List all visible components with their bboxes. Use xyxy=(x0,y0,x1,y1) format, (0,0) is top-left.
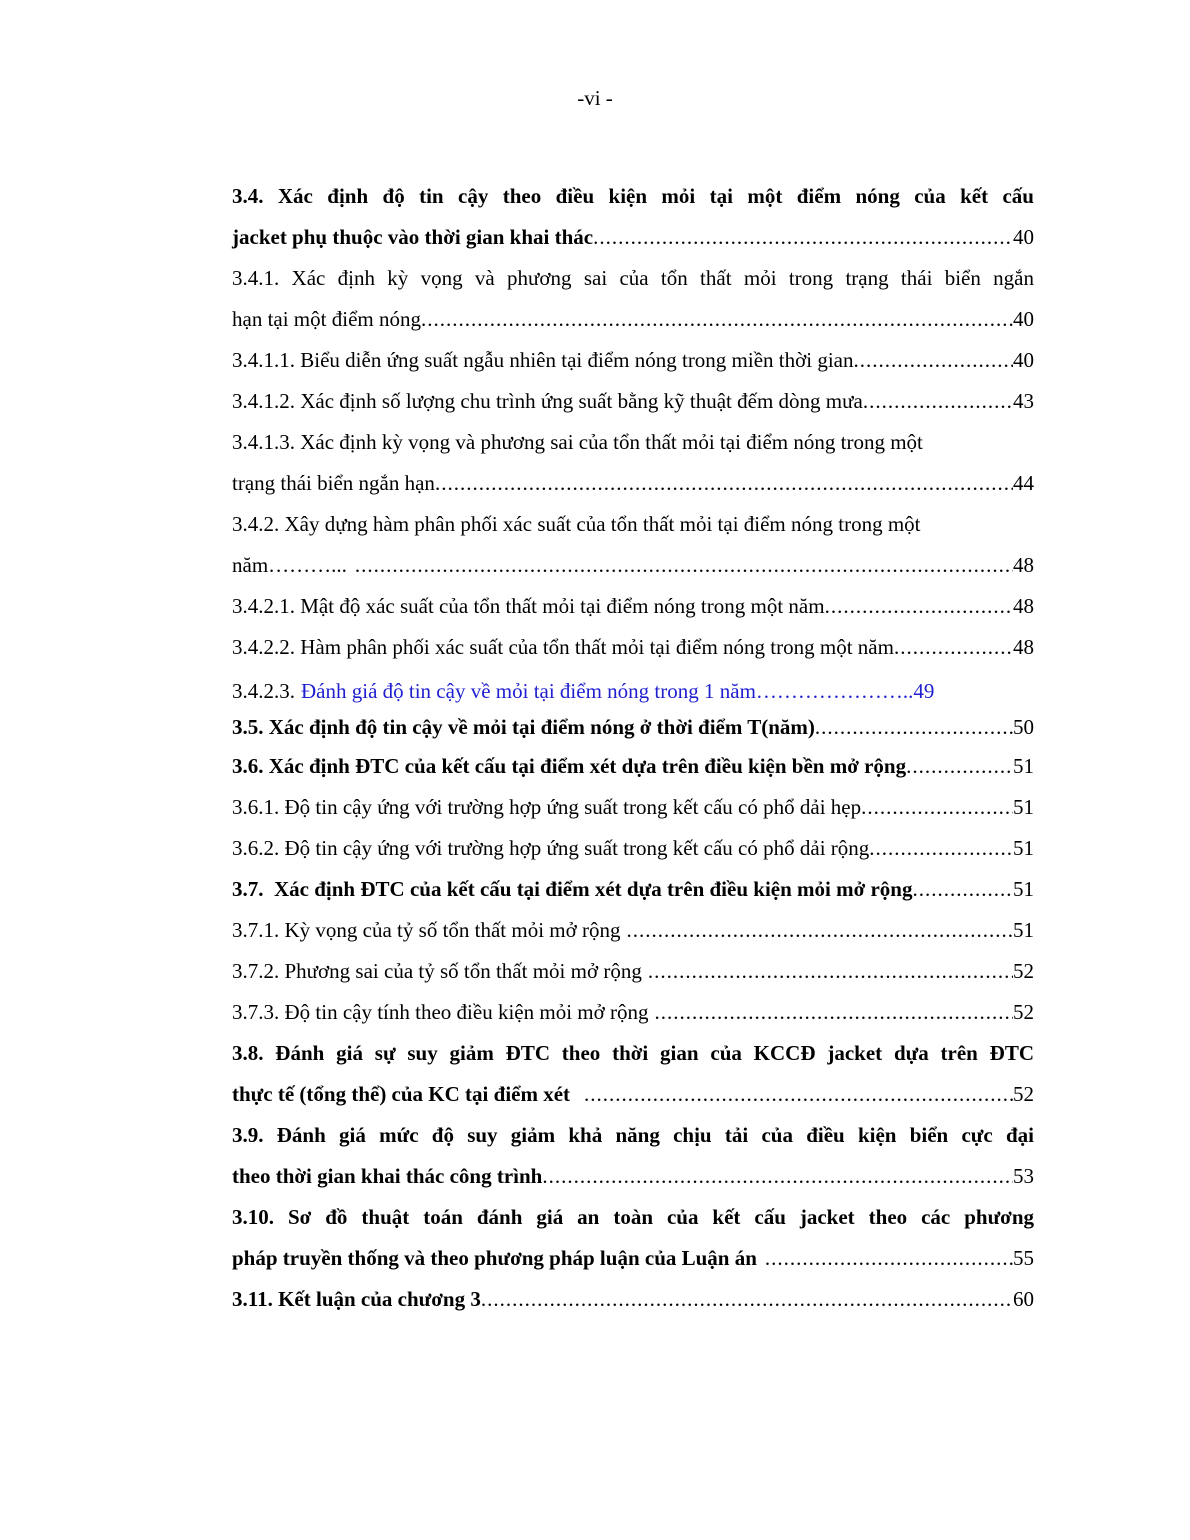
toc-page-number: 48 xyxy=(1013,594,1034,618)
toc-entry-3-8[interactable] xyxy=(232,1033,1034,1115)
toc-entry-text: 3.11. Kết luận của chương 3 xyxy=(232,1287,481,1311)
toc-entry-3-4-1-line2: hạn tại một điểm nóng xyxy=(232,307,421,331)
toc-entry-3-6-2[interactable] xyxy=(232,828,1034,869)
leader-dots xyxy=(421,299,1013,340)
leader-dots xyxy=(347,545,1013,586)
leader-dots xyxy=(481,1279,1013,1320)
toc-page-number: 40 xyxy=(1013,225,1034,249)
toc-entry-3-10-line2: pháp truyền thống và theo phương pháp luận của Luận án xyxy=(232,1246,757,1270)
toc-page-number: 55 xyxy=(1013,1246,1034,1270)
toc-entry-text: 3.6. Xác định ĐTC của kết cấu tại điểm xét dựa trên điều kiện bền mở rộng xyxy=(232,754,907,778)
toc-entry-text: 3.7. Xác định ĐTC của kết cấu tại điểm xét dựa trên điều kiện mỏi mở rộng xyxy=(232,877,913,901)
toc-entry-3-4-2-3[interactable] xyxy=(232,674,1034,708)
toc-entry-3-4-1-2[interactable] xyxy=(232,381,1034,422)
toc-page-number: 50 xyxy=(1013,715,1034,739)
toc-entry-3-7-3[interactable] xyxy=(232,992,1034,1033)
toc-page-number: 44 xyxy=(1013,471,1034,495)
toc-entry-3-7-1[interactable] xyxy=(232,910,1034,951)
toc-page-number: 51 xyxy=(1013,795,1034,819)
toc-page-number: 52 xyxy=(1013,1000,1034,1024)
toc-entry-3-4[interactable] xyxy=(232,176,1034,258)
toc-entry-text: 3.4.2.2. Hàm phân phối xác suất của tổn thất mỏi tại điểm nóng trong một năm xyxy=(232,635,894,659)
toc-entry-text: 3.7.2. Phương sai của tỷ số tổn thất mỏi mở rộng xyxy=(232,959,642,983)
table-of-contents xyxy=(232,176,1034,1320)
page-number: -vi - xyxy=(577,86,613,110)
toc-entry-text: 3.5. Xác định độ tin cậy về mỏi tại điểm nóng ở thời điểm T(năm) xyxy=(232,715,815,739)
toc-page-number: 40 xyxy=(1013,348,1034,372)
leader-dots xyxy=(863,381,1013,422)
toc-page-number: 43 xyxy=(1013,389,1034,413)
toc-page-number: 51 xyxy=(1013,877,1034,901)
leader-dots xyxy=(815,708,1013,746)
leader-dots xyxy=(621,910,1014,951)
toc-entry-3-7-2[interactable] xyxy=(232,951,1034,992)
toc-entry-text: 3.6.2. Độ tin cậy ứng với trường hợp ứng suất trong kết cấu có phổ dải rộng xyxy=(232,836,870,860)
toc-page-number: 48 xyxy=(1013,635,1034,659)
toc-entry-text: 3.6.1. Độ tin cậy ứng với trường hợp ứng suất trong kết cấu có phổ dải hẹp xyxy=(232,795,862,819)
toc-page-number: 51 xyxy=(1013,836,1034,860)
toc-entry-3-8-line2: thực tế (tổng thể) của KC tại điểm xét xyxy=(232,1082,571,1106)
toc-entry-3-4-2-line1: 3.4.2. Xây dựng hàm phân phối xác suất của tổn thất mỏi tại điểm nóng trong một xyxy=(232,512,921,536)
leader-dots xyxy=(861,787,1013,828)
toc-entry-3-7[interactable] xyxy=(232,869,1034,910)
toc-entry-3-4-1-3[interactable] xyxy=(232,422,1034,504)
toc-entry-text: 3.4.1.1. Biểu diễn ứng suất ngẫu nhiên tại điểm nóng trong miền thời gian xyxy=(232,348,854,372)
toc-page-number: 52 xyxy=(1013,1082,1034,1106)
toc-entry-3-4-2[interactable] xyxy=(232,504,1034,586)
leader-dots xyxy=(853,340,1013,381)
toc-entry-text: 3.4.1.2. Xác định số lượng chu trình ứng suất bằng kỹ thuật đếm dòng mưa xyxy=(232,389,863,413)
leader-dots xyxy=(435,463,1013,504)
toc-entry-3-4-1-1[interactable] xyxy=(232,340,1034,381)
toc-entry-3-4-1-line1: 3.4.1. Xác định kỳ vọng và phương sai của tổn thất mỏi trong trạng thái biển ngắn xyxy=(232,266,1034,290)
leader-dots xyxy=(570,1074,1013,1115)
toc-entry-3-4-line1: 3.4. Xác định độ tin cậy theo điều kiện mỏi tại một điểm nóng của kết cấu xyxy=(232,184,1034,208)
toc-entry-3-4-2-line2: năm………... xyxy=(232,553,347,577)
leader-dots xyxy=(912,869,1013,910)
leader-dots xyxy=(648,992,1013,1033)
leader-dots xyxy=(542,1156,1013,1197)
toc-entry-3-4-1-3-line1: 3.4.1.3. Xác định kỳ vọng và phương sai của tổn thất mỏi tại điểm nóng trong một xyxy=(232,430,923,454)
leader-dots xyxy=(906,746,1013,787)
toc-page-number: 51 xyxy=(1013,918,1034,942)
leader-dots xyxy=(825,586,1013,627)
toc-entry-3-4-1-3-line2: trạng thái biển ngắn hạn xyxy=(232,471,435,495)
toc-entry-3-4-2-1[interactable] xyxy=(232,586,1034,627)
toc-entry-3-10-line1: 3.10. Sơ đồ thuật toán đánh giá an toàn của kết cấu jacket theo các phương xyxy=(232,1205,1034,1229)
toc-page-number: 53 xyxy=(1013,1164,1034,1188)
toc-page-number: 40 xyxy=(1013,307,1034,331)
leader-dots xyxy=(642,951,1013,992)
toc-entry-3-8-line1: 3.8. Đánh giá sự suy giảm ĐTC theo thời gian của KCCĐ jacket dựa trên ĐTC xyxy=(232,1041,1034,1065)
toc-entry-3-6-1[interactable] xyxy=(232,787,1034,828)
toc-entry-link-text[interactable]: Đánh giá độ tin cậy về mỏi tại điểm nóng trong 1 năm…………………..49 xyxy=(301,679,935,703)
toc-entry-3-4-2-2[interactable] xyxy=(232,627,1034,668)
toc-entry-3-5[interactable] xyxy=(232,708,1034,746)
toc-page-number: 60 xyxy=(1013,1287,1034,1311)
toc-page-number: 51 xyxy=(1013,754,1034,778)
toc-entry-3-9-line1: 3.9. Đánh giá mức độ suy giảm khả năng chịu tải của điều kiện biển cực đại xyxy=(232,1123,1034,1147)
toc-page-number: 48 xyxy=(1013,553,1034,577)
toc-entry-3-4-1[interactable] xyxy=(232,258,1034,340)
toc-entry-text: 3.7.3. Độ tin cậy tính theo điều kiện mỏi mở rộng xyxy=(232,1000,649,1024)
toc-entry-3-10[interactable] xyxy=(232,1197,1034,1279)
toc-entry-text: 3.4.2.1. Mật độ xác suất của tổn thất mỏi tại điểm nóng trong một năm xyxy=(232,594,825,618)
toc-entry-3-6[interactable] xyxy=(232,746,1034,787)
toc-page-number: 52 xyxy=(1013,959,1034,983)
toc-entry-3-9-line2: theo thời gian khai thác công trình xyxy=(232,1164,543,1188)
leader-dots xyxy=(869,828,1013,869)
leader-dots xyxy=(757,1238,1013,1279)
toc-entry-3-9[interactable] xyxy=(232,1115,1034,1197)
toc-entry-text: 3.7.1. Kỳ vọng của tỷ số tổn thất mỏi mở rộng xyxy=(232,918,621,942)
toc-entry-3-11[interactable] xyxy=(232,1279,1034,1320)
toc-entry-number: 3.4.2.3. xyxy=(232,679,295,703)
leader-dots xyxy=(593,217,1013,258)
leader-dots xyxy=(894,627,1013,668)
toc-entry-3-4-line2: jacket phụ thuộc vào thời gian khai thác xyxy=(232,225,594,249)
